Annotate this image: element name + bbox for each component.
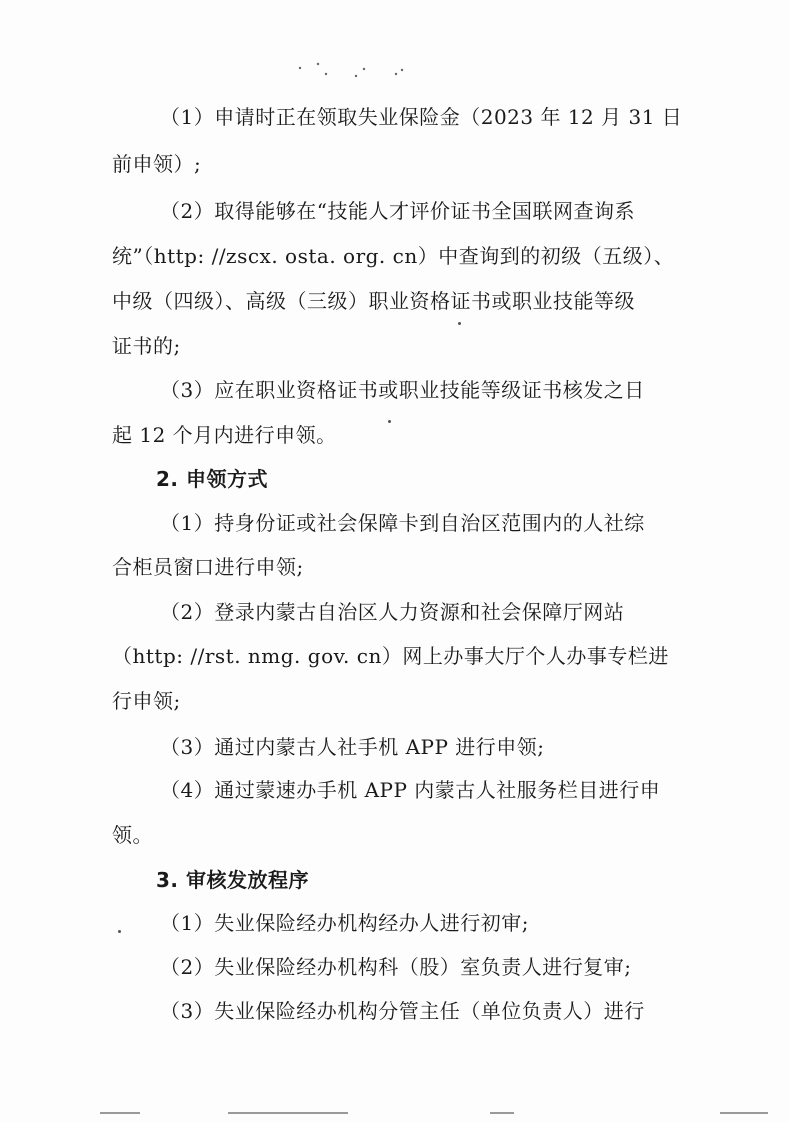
paragraph-line: （http: //rst. nmg. gov. cn）网上办事大厅个人办事专栏进 — [112, 644, 669, 668]
paragraph-line: （2）取得能够在“技能人才评价证书全国联网查询系 — [160, 199, 635, 223]
paragraph-line: （4）通过蒙速办手机 APP 内蒙古人社服务栏目进行申 — [160, 778, 661, 802]
scan-edge-artifact — [228, 1112, 348, 1114]
paragraph-line: 中级（四级）、高级（三级）职业资格证书或职业技能等级 — [112, 289, 635, 313]
scan-speck — [458, 322, 461, 325]
section-heading: 3. 审核发放程序 — [156, 868, 309, 892]
scan-speck — [388, 420, 391, 423]
scan-edge-artifact — [490, 1112, 514, 1114]
scan-edge-artifact — [100, 1112, 140, 1114]
paragraph-line: （1）失业保险经办机构经办人进行初审; — [160, 911, 529, 935]
paragraph-line: 领。 — [112, 823, 153, 847]
paragraph-line: （2）失业保险经办机构科（股）室负责人进行复审; — [160, 955, 632, 979]
paragraph-line: 行申领; — [112, 689, 181, 713]
paragraph-line: （2）登录内蒙古自治区人力资源和社会保障厅网站 — [160, 600, 625, 624]
scan-artifact-marks — [296, 60, 406, 84]
paragraph-line: （1）申请时正在领取失业保险金（2023 年 12 月 31 日 — [160, 105, 683, 129]
section-heading: 2. 申领方式 — [156, 467, 268, 491]
paragraph-line: 证书的; — [112, 334, 181, 358]
paragraph-line: 起 12 个月内进行申领。 — [112, 423, 337, 447]
scan-speck — [118, 930, 121, 933]
paragraph-line: 统”（http: //zscx. osta. org. cn）中查询到的初级（五级）、 — [112, 244, 675, 268]
paragraph-line: （3）应在职业资格证书或职业技能等级证书核发之日 — [160, 378, 645, 402]
paragraph-line: 合柜员窗口进行申领; — [112, 555, 304, 579]
paragraph-line: 前申领）; — [112, 152, 202, 176]
paragraph-line: （3）通过内蒙古人社手机 APP 进行申领; — [160, 735, 545, 759]
scan-edge-artifact — [720, 1112, 768, 1114]
paragraph-line: （3）失业保险经办机构分管主任（单位负责人）进行 — [160, 999, 645, 1023]
paragraph-line: （1）持身份证或社会保障卡到自治区范围内的人社综 — [160, 511, 645, 535]
